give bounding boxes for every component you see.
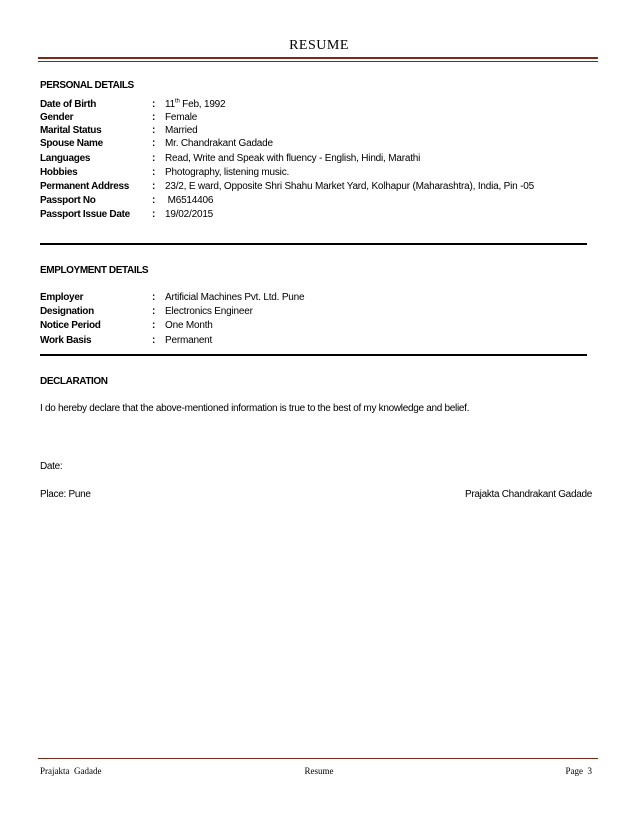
header-rule-thick (38, 57, 598, 59)
passport-no-colon: : (152, 195, 156, 206)
footer-page-number: Page 3 (565, 766, 592, 776)
declaration-heading: DECLARATION (40, 376, 108, 387)
designation-label: Designation (40, 306, 94, 317)
footer-doc-title: Resume (304, 766, 334, 776)
signature-name: Prajakta Chandrakant Gadade (465, 489, 592, 500)
passport-no-value: M6514406 (165, 195, 214, 206)
place-label: Place: Pune (40, 489, 91, 500)
footer-rule (38, 758, 598, 759)
header-rule-thin (38, 61, 598, 62)
gender-value: Female (165, 112, 198, 123)
marital-status-value: Married (165, 125, 198, 136)
employer-value: Artificial Machines Pvt. Ltd. Pune (165, 292, 305, 303)
dob-colon: : (152, 99, 156, 110)
marital-status-colon: : (152, 125, 156, 136)
permanent-address-value: 23/2, E ward, Opposite Shri Shahu Market Yard, Kolhapur (Maharashtra), India, Pin -05 (165, 181, 534, 192)
spouse-name-label: Spouse Name (40, 138, 103, 149)
section-divider (40, 243, 587, 245)
hobbies-label: Hobbies (40, 167, 78, 178)
marital-status-label: Marital Status (40, 125, 102, 136)
gender-label: Gender (40, 112, 74, 123)
spouse-name-colon: : (152, 138, 156, 149)
permanent-address-colon: : (152, 181, 156, 192)
page-title: RESUME (289, 38, 349, 53)
designation-colon: : (152, 306, 156, 317)
passport-issue-date-label: Passport Issue Date (40, 209, 130, 220)
passport-issue-date-colon: : (152, 209, 156, 220)
designation-value: Electronics Engineer (165, 306, 253, 317)
hobbies-colon: : (152, 167, 156, 178)
languages-colon: : (152, 153, 156, 164)
declaration-text: I do hereby declare that the above-mentioned information is true to the best of my knowledge and belief. (40, 403, 470, 414)
gender-colon: : (152, 112, 156, 123)
section-divider (40, 354, 587, 356)
notice-period-value: One Month (165, 320, 213, 331)
date-label: Date: (40, 461, 63, 472)
dob-value: 11th Feb, 1992 (165, 98, 226, 110)
passport-issue-date-value: 19/02/2015 (165, 209, 214, 220)
work-basis-colon: : (152, 335, 156, 346)
employment-details-heading: EMPLOYMENT DETAILS (40, 265, 149, 276)
permanent-address-label: Permanent Address (40, 181, 130, 192)
notice-period-colon: : (152, 320, 156, 331)
passport-no-label: Passport No (40, 195, 96, 206)
employer-colon: : (152, 292, 156, 303)
languages-value: Read, Write and Speak with fluency - English, Hindi, Marathi (165, 153, 421, 164)
hobbies-value: Photography, listening music. (165, 167, 290, 178)
spouse-name-value: Mr. Chandrakant Gadade (165, 138, 273, 149)
languages-label: Languages (40, 153, 91, 164)
footer-author: Prajakta Gadade (40, 766, 102, 776)
notice-period-label: Notice Period (40, 320, 101, 331)
personal-details-heading: PERSONAL DETAILS (40, 80, 134, 91)
work-basis-label: Work Basis (40, 335, 92, 346)
work-basis-value: Permanent (165, 335, 213, 346)
employer-label: Employer (40, 292, 84, 303)
dob-label: Date of Birth (40, 99, 97, 110)
